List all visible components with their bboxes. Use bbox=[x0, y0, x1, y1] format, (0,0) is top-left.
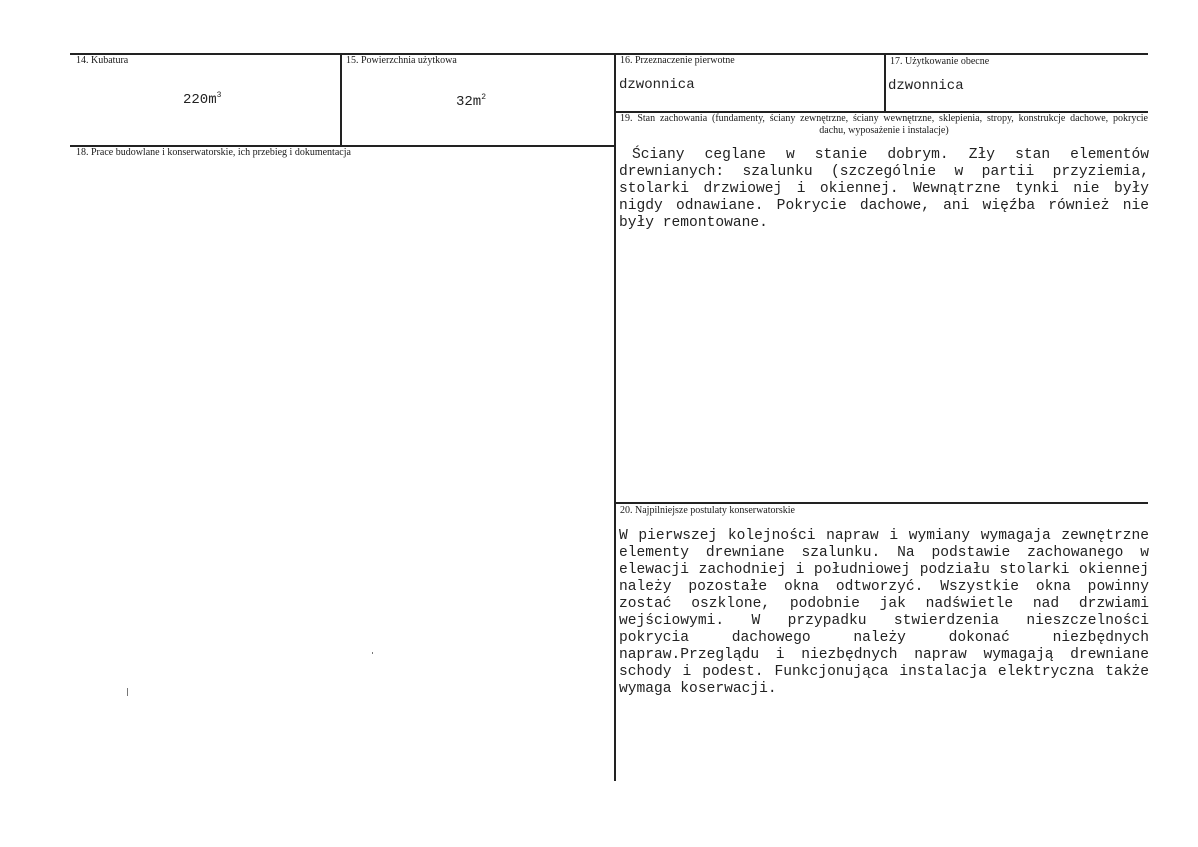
field-14-number: 220m bbox=[183, 92, 217, 108]
divider-main bbox=[614, 53, 616, 781]
top-rule bbox=[70, 53, 1148, 55]
field-14-label: 14. Kubatura bbox=[76, 55, 129, 66]
rule-19-bottom bbox=[615, 502, 1148, 504]
field-15-unit-exponent: 2 bbox=[481, 93, 487, 102]
field-14-unit-exponent: 3 bbox=[216, 91, 222, 100]
scan-speck bbox=[127, 688, 128, 696]
field-17-value: dzwonnica bbox=[888, 78, 964, 94]
field-15-label: 15. Powierzchnia użytkowa bbox=[346, 55, 457, 66]
field-15-number: 32m bbox=[456, 94, 482, 110]
field-16-label: 16. Przeznaczenie pierwotne bbox=[620, 55, 735, 66]
divider-16-17 bbox=[884, 53, 886, 111]
field-19-value: Ściany ceglane w stanie dobrym. Zły stan elementów drewnianych: szalunku (szczególnie w partii przyziemia, stolarki drzwiowej i okiennej. Wewnątrzne tynki nie były nigdy odnawiane. Pokrycie dachowe, ani więźba również nie były remontowane. bbox=[619, 147, 1149, 231]
field-15-value bbox=[456, 93, 486, 110]
field-17-label: 17. Użytkowanie obecne bbox=[890, 56, 990, 67]
field-20-label: 20. Najpilniejsze postulaty konserwatorskie bbox=[620, 505, 795, 516]
field-16-value: dzwonnica bbox=[619, 77, 695, 93]
field-14-value bbox=[183, 91, 221, 108]
divider-14-15 bbox=[340, 53, 342, 145]
scan-speck bbox=[372, 652, 373, 654]
field-19-label: 19. Stan zachowania (fundamenty, ściany zewnętrzne, ściany wewnętrzne, sklepienia, stropy, konstrukcje dachowe, pokrycie dachu, wyposażenie i instalacje) bbox=[620, 113, 1148, 136]
field-20-value: W pierwszej kolejności napraw i wymiany wymagaja zewnętrzne elementy drewniane szalunku. Na podstawie zachowanego w elewacji zachodniej i południowej podziału stolarki okiennej należy pozostałe okna odtworzyć. Wszystkie okna powinny zostać oszklone, podobnie jak nadświetle nad drzwiami wejściowymi. W przypadku stwierdzenia nieszczelności pokrycia dachowego należy dokonać niezbędnych napraw.Przeglądu i niezbędnych napraw wymagają drewniane schody i podest. Funkcjonująca instalacja elektryczna także wymaga koserwacji. bbox=[619, 528, 1149, 697]
field-18-label: 18. Prace budowlane i konserwatorskie, ich przebieg i dokumentacja bbox=[76, 147, 351, 158]
